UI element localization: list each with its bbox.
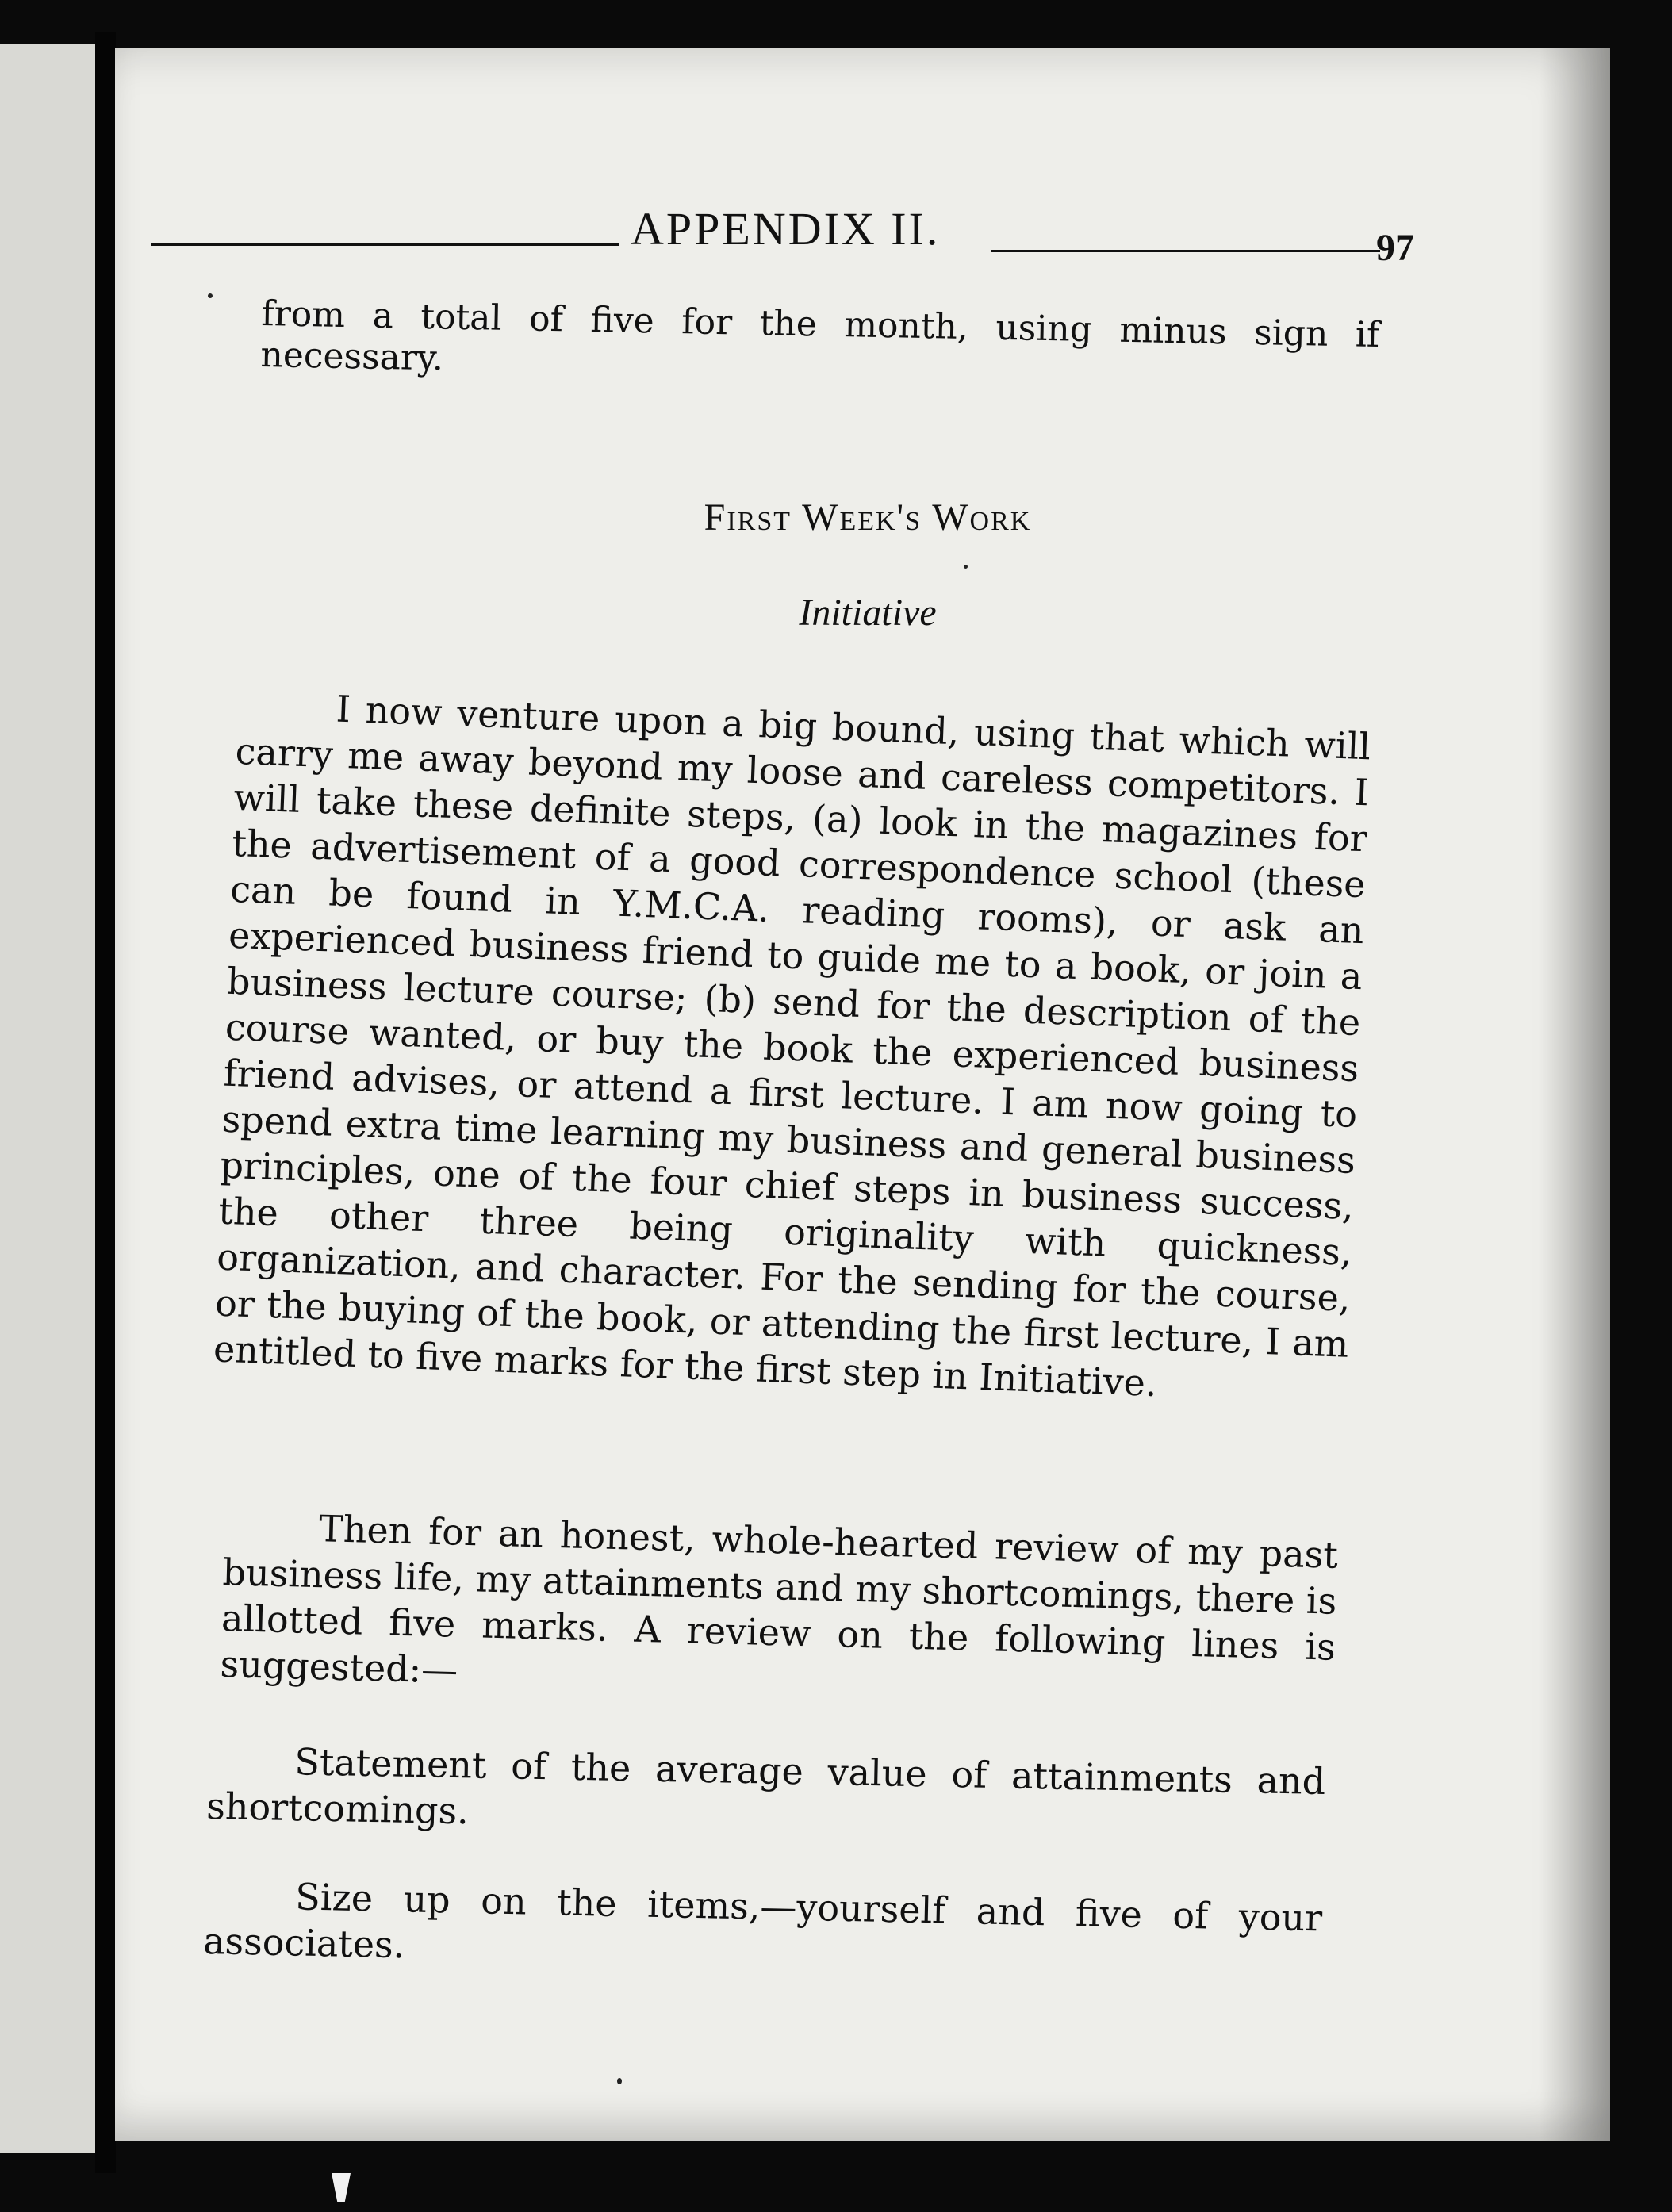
running-title: APPENDIX II. bbox=[631, 203, 941, 255]
section-heading: First Week's Work bbox=[704, 496, 1032, 539]
paragraph: Then for an honest, whole-hearted review of my past business life, my attainments and my shortcomings, there is allotted five marks. A review on the following lines is suggested:— bbox=[219, 1507, 1339, 1692]
ink-speck bbox=[964, 565, 968, 569]
page-shadow bbox=[1539, 48, 1610, 2141]
page-header bbox=[151, 202, 1414, 269]
paragraph: Statement of the average value of attainments and shortcomings. bbox=[205, 1740, 1326, 1833]
binding-mark bbox=[332, 2173, 351, 2202]
ink-speck bbox=[208, 293, 213, 298]
ink-speck bbox=[617, 2078, 622, 2084]
page-number: 97 bbox=[1376, 227, 1414, 269]
continuation-text: from a total of five for the month, using minus sign if necessary. bbox=[260, 293, 1380, 379]
section-subheading: Initiative bbox=[799, 592, 937, 634]
header-rule-right bbox=[991, 250, 1380, 252]
book-gutter bbox=[95, 32, 116, 2173]
paragraph: Size up on the items,—yourself and five of your associates. bbox=[202, 1875, 1323, 1967]
paragraph: I now venture upon a big bound, using that which will carry me away beyond my loose and careless competitors. I will take these definite steps, (a) look in the magazines for the advertisement of a good correspondence school (these can be found in Y.M.C.A. reading rooms), or ask an experienced business friend to guide me to a book, or join a business lecture course; (b) send for the description of the course wanted, or buy the book the experienced business friend advises, or attend a first lecture. I am now going to spend extra time learning my business and general business principles, one of the four chief steps in business success, the other three being originality with quickness, organization, and character. For the sending for the course, or the buying of the book, or attending the first lecture, I am entitled to five marks for the first step in Initiative. bbox=[213, 687, 1371, 1405]
header-rule-left bbox=[151, 243, 619, 246]
left-page-edge bbox=[0, 44, 95, 2153]
